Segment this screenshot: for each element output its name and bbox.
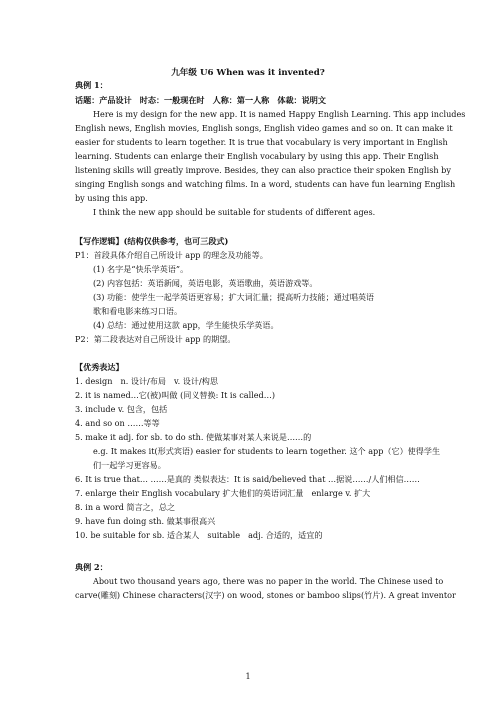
expression-line: 们一起学习更容易。 [93,460,166,470]
paragraph-line: About two thousand years ago, there was no paper in the world. The Chinese used to [93,576,444,586]
logic-p2: P2：第二段表达对自己所设计 app 的期望。 [75,334,236,344]
expression-line: 3. include v. 包含，包括 [75,404,168,414]
expression-line: 4. and so on ……等等 [75,418,160,428]
logic-item: 歌和看电影来练习口语。 [93,306,183,316]
expressions-heading: 【优秀表达】 [75,362,124,372]
paragraph-line: listening skills will greatly improve. Besides, they can also practice their spoken English by [75,165,451,175]
example1-meta: 话题：产品设计 时态：一般现在时 人称：第一人称 体裁：说明文 [75,95,326,105]
expression-line: 9. have fun doing sth. 做某事很高兴 [75,516,216,526]
expression-line: 6. It is true that… ……是真的 类似表达：It is said/believed that …据说……/人们相信…… [75,474,420,484]
document-title: 九年级 U6 When was it invented? [171,68,325,78]
logic-heading: 【写作逻辑】(结构仅供参考，也可三段式) [75,236,229,246]
page-number: 1 [245,672,251,681]
paragraph-line: learning. Students can enlarge their English vocabulary by using this app. Their English [75,151,439,161]
paragraph-line: easier for students to learn together. It is true that vocabulary is very important in English [75,137,448,147]
expression-line: 7. enlarge their English vocabulary 扩大他们的英语词汇量 enlarge v. 扩大 [75,488,371,498]
paragraph-line: English news, English movies, English songs, English video games and so on. It can make it [75,123,453,133]
expression-line: 10. be suitable for sb. 适合某人 suitable adj. 合适的，适宜的 [75,530,323,540]
logic-item: (3) 功能：使学生一起学英语更容易；扩大词汇量；提高听力技能；通过唱英语 [93,292,375,302]
expression-line: e.g. It makes it(形式宾语) easier for students to learn together. 这个 app（它）使得学生 [93,446,441,456]
paragraph-line: carve(雕刻) Chinese characters(汉字) on wood, stones or bamboo slips(竹片). A great inventor [75,590,456,600]
expression-line: 1. design n. 设计/布局 v. 设计/构思 [75,376,218,386]
example2-heading: 典例 2： [75,562,108,572]
logic-p1: P1：首段具体介绍自己所设计 app 的理念及功能等。 [75,250,268,260]
expression-line: 2. it is named…它(被)叫做 (同义替换: It is called…) [75,390,275,400]
paragraph-line: singing English songs and watching films. In a word, students can have fun learning English [75,179,456,189]
logic-item: (2) 内容包括：英语新闻，英语电影，英语歌曲，英语游戏等。 [93,278,318,288]
paragraph-line: by using this app. [75,193,148,203]
paragraph-line: Here is my design for the new app. It is named Happy English Learning. This app includes [93,109,466,119]
logic-item: (4) 总结：通过使用这款 app，学生能快乐学英语。 [93,320,279,330]
paragraph-line: I think the new app should be suitable for students of different ages. [93,207,376,217]
example1-heading: 典例 1： [75,80,108,90]
expression-line: 5. make it adj. for sb. to do sth. 使做某事对某人来说是……的 [75,432,312,442]
logic-item: (1) 名字是“快乐学英语”。 [93,264,189,274]
expression-line: 8. in a word 简言之，总之 [75,502,176,512]
